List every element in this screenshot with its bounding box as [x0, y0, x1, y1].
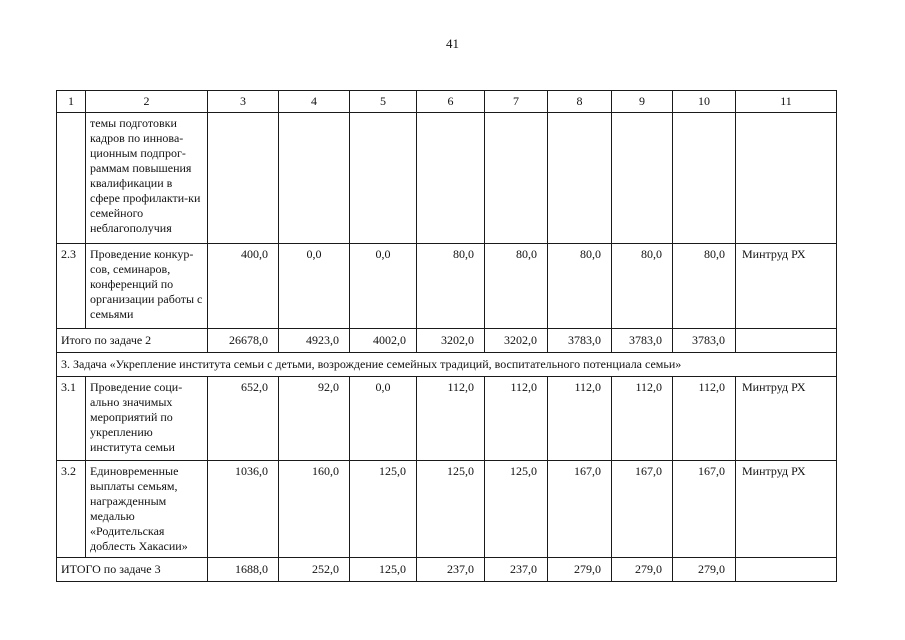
- value-cell: 400,0: [208, 244, 279, 329]
- value-cell: [548, 113, 612, 244]
- value-cell: 112,0: [612, 377, 673, 461]
- value-cell: 1036,0: [208, 461, 279, 558]
- value-cell: 252,0: [279, 558, 350, 582]
- value-cell: 80,0: [485, 244, 548, 329]
- page-number: 41: [446, 36, 459, 51]
- value-cell: 80,0: [673, 244, 736, 329]
- header-cell: 10: [673, 91, 736, 113]
- value-cell: 237,0: [417, 558, 485, 582]
- value-cell: 112,0: [673, 377, 736, 461]
- value-cell: 26678,0: [208, 329, 279, 353]
- header-cell: 5: [350, 91, 417, 113]
- value-cell: 125,0: [350, 461, 417, 558]
- value-cell: 112,0: [417, 377, 485, 461]
- value-cell: 80,0: [612, 244, 673, 329]
- value-cell: 80,0: [417, 244, 485, 329]
- value-cell: 279,0: [673, 558, 736, 582]
- header-cell: 9: [612, 91, 673, 113]
- value-cell: 237,0: [485, 558, 548, 582]
- value-cell: 3202,0: [485, 329, 548, 353]
- row-index: 3.2: [57, 461, 86, 558]
- header-cell: 6: [417, 91, 485, 113]
- row-name: темы подготовки кадров по иннова-ционным подпрог-раммам повышения квалификации в сфере профилакти-ки семейного неблагополучия: [86, 113, 208, 244]
- header-cell: 1: [57, 91, 86, 113]
- header-cell: 8: [548, 91, 612, 113]
- responsible-cell: Минтруд РХ: [736, 244, 837, 329]
- value-cell: [673, 113, 736, 244]
- row-name: Проведение конкур-сов, семинаров, конференций по организации работы с семьями: [86, 244, 208, 329]
- value-cell: 125,0: [350, 558, 417, 582]
- task-3-title: 3. Задача «Укрепление института семьи с детьми, возрождение семейных традиций, воспитательного потенциала семьи»: [57, 353, 837, 377]
- total-label: Итого по задаче 2: [57, 329, 208, 353]
- responsible-cell: Минтруд РХ: [736, 461, 837, 558]
- value-cell: [612, 113, 673, 244]
- value-cell: 160,0: [279, 461, 350, 558]
- task-heading-row: [57, 353, 837, 377]
- total-row: [57, 558, 837, 582]
- value-cell: 3783,0: [612, 329, 673, 353]
- table-row: [57, 244, 837, 329]
- table-row: [57, 461, 837, 558]
- header-cell: 11: [736, 91, 837, 113]
- table-row: [57, 113, 837, 244]
- value-cell: 1688,0: [208, 558, 279, 582]
- value-cell: 3202,0: [417, 329, 485, 353]
- total-row: [57, 329, 837, 353]
- table-header-row: [57, 91, 837, 113]
- value-cell: 125,0: [417, 461, 485, 558]
- row-name: Единовременные выплаты семьям, награжденным медалью «Родительская доблесть Хакасии»: [86, 461, 208, 558]
- value-cell: [208, 113, 279, 244]
- value-cell: 167,0: [673, 461, 736, 558]
- row-index: [57, 113, 86, 244]
- row-index: 3.1: [57, 377, 86, 461]
- value-cell: [350, 113, 417, 244]
- value-cell: [279, 113, 350, 244]
- row-index: 2.3: [57, 244, 86, 329]
- value-cell: 4002,0: [350, 329, 417, 353]
- value-cell: [485, 113, 548, 244]
- value-cell: 279,0: [548, 558, 612, 582]
- value-cell: 0,0: [350, 244, 417, 329]
- header-cell: 2: [86, 91, 208, 113]
- value-cell: 125,0: [485, 461, 548, 558]
- responsible-cell: Минтруд РХ: [736, 377, 837, 461]
- total-label: ИТОГО по задаче 3: [57, 558, 208, 582]
- value-cell: 92,0: [279, 377, 350, 461]
- value-cell: 3783,0: [548, 329, 612, 353]
- responsible-cell: [736, 558, 837, 582]
- value-cell: 80,0: [548, 244, 612, 329]
- value-cell: 4923,0: [279, 329, 350, 353]
- value-cell: 3783,0: [673, 329, 736, 353]
- responsible-cell: [736, 329, 837, 353]
- value-cell: 112,0: [548, 377, 612, 461]
- table-row: [57, 377, 837, 461]
- header-cell: 3: [208, 91, 279, 113]
- value-cell: 279,0: [612, 558, 673, 582]
- responsible-cell: [736, 113, 837, 244]
- header-cell: 4: [279, 91, 350, 113]
- row-name: Проведение соци-ально значимых мероприятий по укреплению института семьи: [86, 377, 208, 461]
- header-cell: 7: [485, 91, 548, 113]
- value-cell: 0,0: [350, 377, 417, 461]
- value-cell: 167,0: [548, 461, 612, 558]
- value-cell: 652,0: [208, 377, 279, 461]
- value-cell: 112,0: [485, 377, 548, 461]
- value-cell: 167,0: [612, 461, 673, 558]
- value-cell: [417, 113, 485, 244]
- value-cell: 0,0: [279, 244, 350, 329]
- budget-table: [56, 90, 837, 582]
